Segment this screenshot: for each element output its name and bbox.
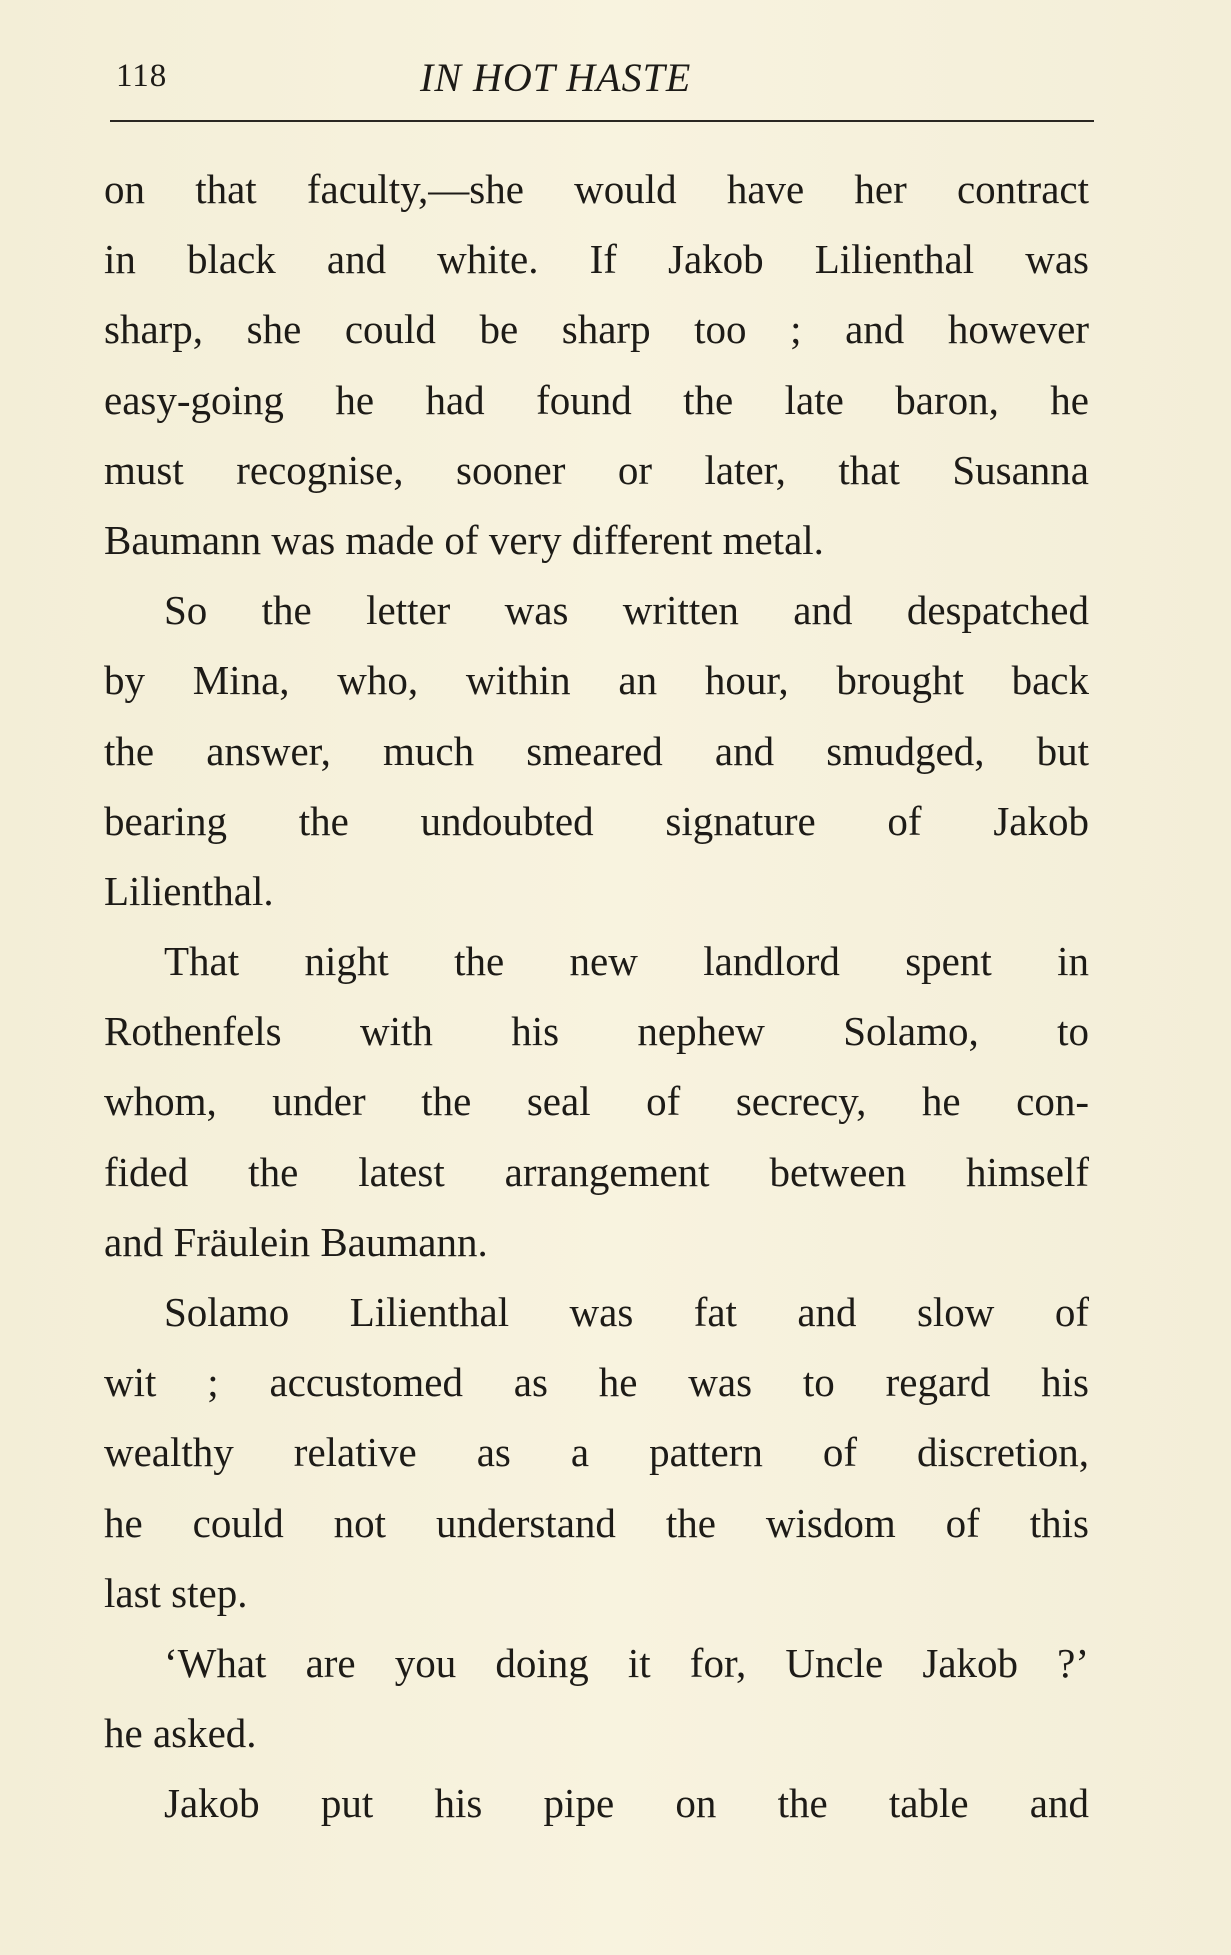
text-line: last step.: [104, 1569, 248, 1616]
text-line: by Mina, who, within an hour, brought back: [104, 657, 1089, 704]
page-header: [108, 50, 1092, 110]
text-line: in black and white. If Jakob Lilienthal was: [104, 236, 1089, 283]
text-line: sharp, she could be sharp too ; and however: [104, 306, 1089, 353]
text-line: Rothenfels with his nephew Solamo, to: [104, 1008, 1089, 1055]
text-line: wealthy relative as a pattern of discretion,: [104, 1429, 1089, 1476]
text-line: So the letter was written and despatched: [164, 587, 1089, 634]
text-line: on that faculty,—she would have her contract: [104, 166, 1089, 212]
text-line: Lilienthal.: [104, 867, 274, 914]
text-line: easy-going he had found the late baron, he: [104, 376, 1089, 423]
text-line: Baumann was made of very different metal.: [104, 516, 824, 563]
header-rule: [110, 120, 1094, 122]
text-line: he could not understand the wisdom of this: [104, 1499, 1089, 1546]
body-text: [104, 154, 1089, 1839]
text-line: he asked.: [104, 1710, 257, 1757]
text-line: That night the new landlord spent in: [164, 938, 1089, 985]
text-line: Jakob put his pipe on the table and: [164, 1780, 1089, 1827]
running-title: IN HOT HASTE: [420, 55, 692, 100]
text-line: and Fräulein Baumann.: [104, 1218, 488, 1265]
text-line: bearing the undoubted signature of Jakob: [104, 797, 1089, 844]
text-line: fided the latest arrangement between himself: [104, 1148, 1089, 1195]
text-line: ‘What are you doing it for, Uncle Jakob ?’: [164, 1639, 1089, 1686]
text-line: Solamo Lilienthal was fat and slow of: [164, 1289, 1089, 1335]
text-line: wit ; accustomed as he was to regard his: [104, 1359, 1089, 1406]
text-line: must recognise, sooner or later, that Susanna: [104, 446, 1089, 493]
text-line: the answer, much smeared and smudged, but: [104, 727, 1089, 774]
text-line: whom, under the seal of secrecy, he con-: [104, 1078, 1089, 1125]
page-number: 118: [116, 58, 168, 94]
